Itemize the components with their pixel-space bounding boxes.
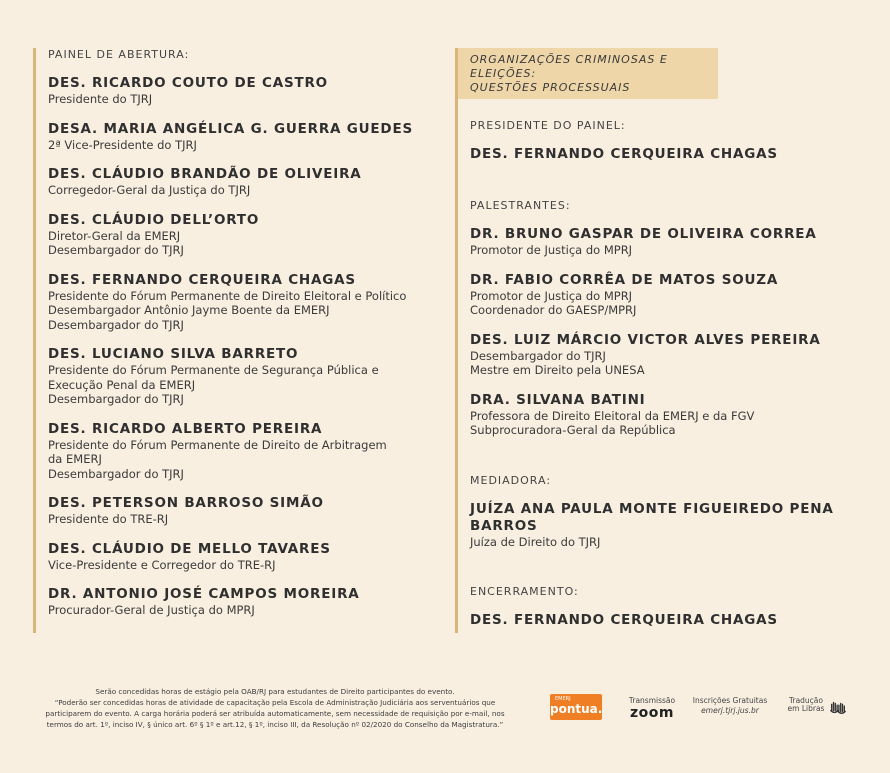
pontua-logo-small: EMERJ (555, 696, 571, 702)
footer-note-line: termos do art. 1º, inciso IV, § único art. 6º § 1º e art.12, § 1º, inciso III, da Resolução nº 02/2020 do Conselho da Magistratura.” (46, 720, 504, 729)
footer-note-line: Serão concedidas horas de estágio pela OAB/RJ para estudantes de Direito participantes do evento. (95, 687, 455, 696)
transmission-label: Transmissão (628, 696, 676, 705)
speaker-entry (470, 226, 890, 258)
speaker-role: Execução Penal da EMERJ (48, 377, 196, 392)
speaker-entry (48, 121, 448, 153)
speaker-entry (470, 501, 890, 550)
registration-label: Inscrições Gratuitas (692, 696, 768, 705)
libras-translation (787, 696, 847, 715)
speaker-name: DES. CLÁUDIO BRANDÃO DE OLIVEIRA (48, 166, 362, 182)
speaker-name: DES. RICARDO COUTO DE CASTRO (48, 75, 328, 91)
speaker-entry (470, 332, 890, 378)
speaker-name: DES. RICARDO ALBERTO PEREIRA (48, 420, 323, 437)
speaker-name: DES. LUCIANO SILVA BARRETO (48, 346, 299, 362)
speaker-role: Procurador-Geral de Justiça do MPRJ (48, 603, 255, 617)
speaker-entry (48, 272, 448, 333)
footer-note-line: participarem do evento. A carga horária poderá ser atribuída automaticamente, sem necessidade de requisição por e-mail, nos (45, 709, 505, 718)
palestrantes-label: PALESTRANTES: (470, 199, 571, 212)
speaker-name: DES. CLÁUDIO DELL’ORTO (48, 211, 260, 228)
speaker-role: Vice-Presidente e Corregedor do TRE-RJ (48, 557, 276, 572)
speaker-entry (48, 75, 448, 107)
speaker-name: DES. LUIZ MÁRCIO VICTOR ALVES PEREIRA (470, 331, 821, 348)
speaker-role: Diretor-Geral da EMERJ (48, 228, 181, 243)
speaker-role: Presidente do Fórum Permanente de Direito Eleitoral e Político (48, 288, 407, 303)
speaker-entry (48, 586, 448, 618)
speaker-entry (48, 166, 448, 198)
registration-url[interactable]: emerj.tjrj.jus.br (701, 706, 759, 715)
zoom-logo: zoom (630, 705, 674, 721)
speaker-role: Presidente do TRE-RJ (48, 512, 169, 526)
speaker-role: Presidente do Fórum Permanente de Segurança Pública e (48, 363, 379, 377)
speaker-name: DESA. MARIA ANGÉLICA G. GUERRA GUEDES (48, 120, 413, 137)
speaker-name: DR. FABIO CORRÊA DE MATOS SOUZA (470, 271, 779, 288)
speaker-role: Promotor de Justiça do MPRJ (470, 288, 633, 303)
speaker-role: 2ª Vice-Presidente do TJRJ (48, 137, 197, 152)
panel-topic-line: QUESTÕES PROCESSUAIS (470, 81, 631, 94)
zoom-transmission (626, 696, 678, 721)
speaker-entry (48, 346, 448, 407)
mediadora-section (470, 474, 890, 550)
pontua-logo (550, 694, 602, 720)
encerramento-section (470, 585, 890, 629)
presidente-label: PRESIDENTE DO PAINEL: (470, 119, 626, 132)
speaker-entry (470, 612, 890, 629)
speaker-entry (48, 421, 448, 482)
opening-panel-label: PAINEL DE ABERTURA: (48, 48, 190, 61)
palestrantes-section (470, 199, 890, 438)
speaker-name: DES. FERNANDO CERQUEIRA CHAGAS (470, 612, 778, 628)
speaker-entry (48, 495, 448, 527)
footer-note-line: “Poderão ser concedidas horas de atividade de capacitação pela Escola de Administração Judiciária aos serventuários que (54, 698, 496, 707)
speaker-role: da EMERJ (48, 452, 102, 466)
opening-panel-column (33, 48, 448, 633)
speaker-role: Desembargador do TJRJ (48, 317, 184, 332)
speaker-role: Coordenador do GAESP/MPRJ (470, 303, 637, 317)
hands-sign-language-icon (829, 698, 847, 716)
speaker-role: Presidente do Fórum Permanente de Direito de Arbitragem (48, 437, 387, 452)
speaker-role: Desembargador do TJRJ (470, 348, 606, 363)
speaker-name: DES. FERNANDO CERQUEIRA CHAGAS (48, 271, 356, 288)
registration-info (690, 696, 770, 716)
panel-column (455, 48, 890, 633)
pontua-logo-label: pontua. (550, 702, 603, 716)
speaker-role: Subprocuradora-Geral da República (470, 423, 676, 437)
speaker-entry (470, 392, 890, 438)
speaker-role: Corregedor-Geral da Justiça do TJRJ (48, 183, 251, 197)
panel-topic-line: ORGANIZAÇÕES CRIMINOSAS E ELEIÇÕES: (470, 53, 668, 80)
footer-note (30, 686, 520, 730)
presidente-section (470, 119, 890, 163)
speaker-entry (470, 272, 890, 318)
speaker-role: Professora de Direito Eleitoral da EMERJ e da FGV (470, 408, 755, 423)
libras-label (787, 697, 825, 714)
speaker-entry (48, 212, 448, 258)
speaker-name: DES. CLÁUDIO DE MELLO TAVARES (48, 540, 331, 557)
speaker-role: Desembargador Antônio Jayme Boente da EMERJ (48, 303, 330, 317)
speaker-role: Desembargador do TJRJ (48, 243, 184, 257)
speaker-role: Promotor de Justiça do MPRJ (470, 243, 633, 257)
speaker-name: DR. ANTONIO JOSÉ CAMPOS MOREIRA (48, 586, 360, 602)
speaker-name: DRA. SILVANA BATINI (470, 391, 646, 408)
speaker-role: Mestre em Direito pela UNESA (470, 363, 645, 377)
speaker-role: Desembargador do TJRJ (48, 392, 184, 406)
speaker-entry (48, 541, 448, 573)
libras-label-line: em Libras (787, 704, 825, 713)
speaker-role: Juíza de Direito do TJRJ (470, 534, 601, 549)
speaker-name: DR. BRUNO GASPAR DE OLIVEIRA CORREA (470, 226, 817, 242)
speaker-name: DES. FERNANDO CERQUEIRA CHAGAS (470, 146, 778, 162)
speaker-entry (470, 146, 890, 163)
panel-topic-box (458, 48, 718, 99)
mediadora-label: MEDIADORA: (470, 473, 552, 487)
speaker-name: JUÍZA ANA PAULA MONTE FIGUEIREDO PENA BARROS (470, 500, 834, 534)
speaker-role: Desembargador do TJRJ (48, 466, 184, 481)
encerramento-label: ENCERRAMENTO: (470, 585, 579, 598)
speaker-name: DES. PETERSON BARROSO SIMÃO (48, 495, 324, 511)
libras-label-line: Tradução (789, 695, 823, 705)
speaker-role: Presidente do TJRJ (48, 92, 153, 106)
